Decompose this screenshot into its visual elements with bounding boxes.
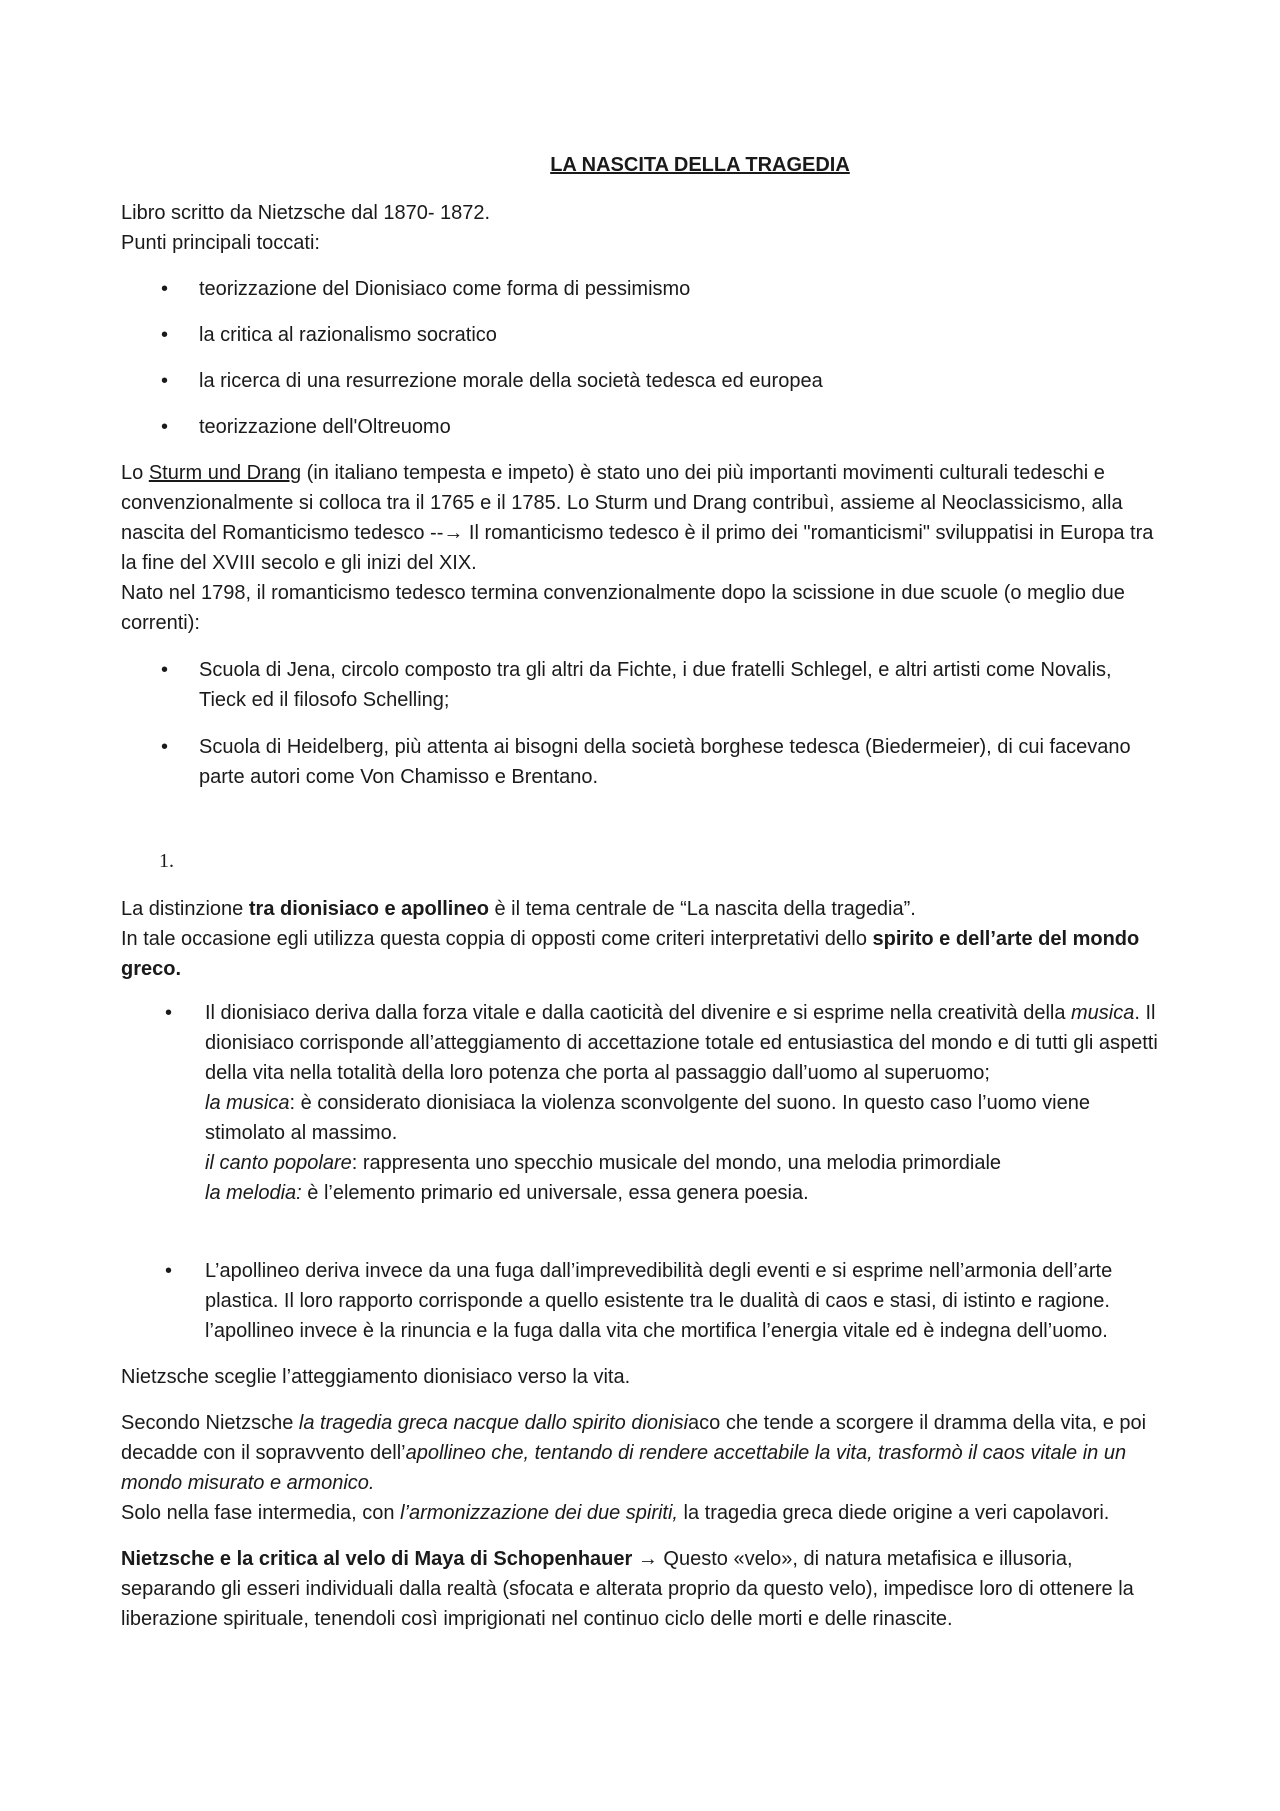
romanticism-paragraph: Nato nel 1798, il romanticismo tedesco termina convenzionalmente dopo la scissione in due scuole (o meglio due correnti): bbox=[121, 582, 1125, 634]
list-item: • teorizzazione del Dionisiaco come forma di pessimismo bbox=[121, 274, 1161, 304]
sturm-paragraph: Lo Sturm und Drang (in italiano tempesta e impeto) è stato uno dei più importanti movimenti culturali tedeschi e convenzionalmente si colloca tra il 1765 e il 1785. Lo Sturm und Drang contribuì, assieme al Neoclassicismo, alla nascita del Romanticismo tedesco --→ Il romanticismo tedesco è il primo dei "romanticismi" sviluppatisi in Europa tra la fine del XVIII secolo e gli inizi del XIX. bbox=[121, 462, 1154, 574]
list-item: • Scuola di Jena, circolo composto tra gli altri da Fichte, i due fratelli Schlegel, e altri artisti come Novalis, Tieck ed il filosofo Schelling; bbox=[121, 655, 1161, 715]
distinction-paragraph-2: In tale occasione egli utilizza questa coppia di opposti come criteri interpretativi dello spirito e dell’arte del mondo greco. bbox=[121, 928, 1140, 980]
schools-list bbox=[121, 655, 1161, 792]
maya-paragraph: Nietzsche e la critica al velo di Maya di Schopenhauer → Questo «velo», di natura metafisica e illusoria, separando gli esseri individuali dalla realtà (sfocata e alterata proprio da questo velo), impedisce loro di ottenere la liberazione spirituale, tenendoli così imprigionati nel continuo ciclo delle morti e delle rinascite. bbox=[121, 1548, 1134, 1630]
choice-paragraph: Nietzsche sceglie l’atteggiamento dionisiaco verso la vita. bbox=[121, 1366, 631, 1388]
main-points-list bbox=[121, 274, 1161, 442]
sturm-link[interactable]: Sturm und Drang bbox=[148, 462, 302, 484]
distinction-paragraph: La distinzione tra dionisiaco e apollineo è il tema centrale de “La nascita della tragedia”. bbox=[121, 898, 916, 920]
bullet-icon: • bbox=[165, 1260, 173, 1282]
intro-line-1: Libro scritto da Nietzsche dal 1870- 1872. bbox=[121, 202, 491, 224]
section-number: 1. bbox=[159, 850, 174, 872]
page-title: LA NASCITA DELLA TRAGEDIA bbox=[550, 154, 850, 176]
bullet-icon: • bbox=[161, 324, 169, 346]
bullet-icon: • bbox=[161, 736, 169, 758]
bullet-icon: • bbox=[161, 659, 169, 681]
bullet-icon: • bbox=[165, 1002, 173, 1024]
list-item: • Scuola di Heidelberg, più attenta ai bisogni della società borghese tedesca (Biedermeier), di cui facevano parte autori come Von Chamisso e Brentano. bbox=[121, 732, 1161, 792]
bullet-icon: • bbox=[161, 278, 169, 300]
list-item: • la ricerca di una resurrezione morale della società tedesca ed europea bbox=[121, 366, 1161, 396]
bullet-icon: • bbox=[161, 416, 169, 438]
bullet-icon: • bbox=[161, 370, 169, 392]
intermedia-paragraph: Solo nella fase intermedia, con l’armonizzazione dei due spiriti, la tragedia greca diede origine a veri capolavori. bbox=[121, 1502, 1110, 1524]
list-item: • teorizzazione dell'Oltreuomo bbox=[121, 412, 1161, 442]
document-page bbox=[121, 150, 1161, 1634]
dionisiaco-apollineo-list bbox=[121, 998, 1161, 1346]
list-item: • L’apollineo deriva invece da una fuga dall’imprevedibilità degli eventi e si esprime nell’armonia dell’arte plastica. Il loro rapporto corrisponde a quello esistente tra le dualità di caos e stasi, di istinto e ragione. l’apollineo invece è la rinuncia e la fuga dalla vita che mortifica l’energia vitale ed è indegna dell’uomo. bbox=[121, 1256, 1161, 1346]
intro-line-2: Punti principali toccati: bbox=[121, 232, 320, 254]
secondo-paragraph: Secondo Nietzsche la tragedia greca nacque dallo spirito dionisiaco che tende a scorgere il dramma della vita, e poi decadde con il sopravvento dell’apollineo che, tentando di rendere accettabile la vita, trasformò il caos vitale in un mondo misurato e armonico. bbox=[121, 1412, 1147, 1494]
list-item: • Il dionisiaco deriva dalla forza vitale e dalla caoticità del divenire e si esprime nella creatività della musica. Il dionisiaco corrisponde all’atteggiamento di accettazione totale ed entusiastica del mondo e di tutti gli aspetti della vita nella totalità della loro potenza che porta al passaggio dall’uomo al superuomo; la musica: è considerato dionisiaca la violenza sconvolgente del suono. In questo caso l’uomo viene stimolato al massimo. il canto popolare: rappresenta uno specchio musicale del mondo, una melodia primordiale la melodia: è l’elemento primario ed universale, essa genera poesia. bbox=[121, 998, 1161, 1242]
list-item: • la critica al razionalismo socratico bbox=[121, 320, 1161, 350]
